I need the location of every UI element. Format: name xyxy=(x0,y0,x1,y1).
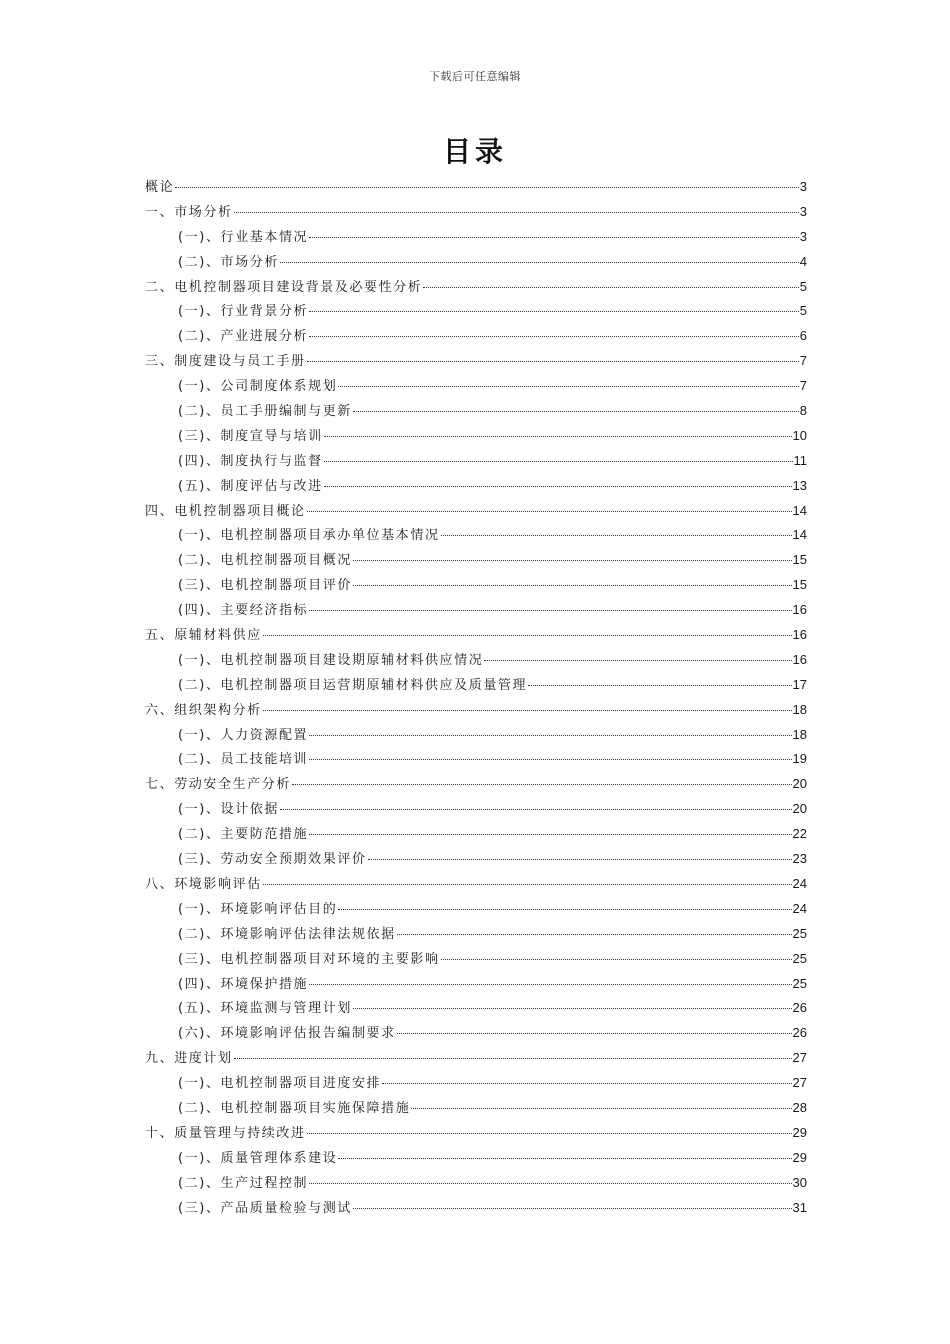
toc-entry-label: 五、原辅材料供应 xyxy=(145,628,262,644)
toc-entry[interactable] xyxy=(145,822,807,847)
toc-entry[interactable] xyxy=(145,474,807,499)
toc-entry[interactable] xyxy=(145,1171,807,1196)
toc-entry-label: 四、电机控制器项目概论 xyxy=(145,503,306,519)
toc-entry[interactable] xyxy=(145,996,807,1021)
toc-entry[interactable] xyxy=(145,897,807,922)
dot-leader xyxy=(309,310,799,312)
dot-leader xyxy=(368,858,792,860)
dot-leader xyxy=(309,734,791,736)
dot-leader xyxy=(338,1157,791,1159)
dot-leader xyxy=(353,559,792,561)
dot-leader xyxy=(353,410,799,412)
dot-leader xyxy=(484,659,791,661)
toc-entry-page-number: 7 xyxy=(799,378,807,394)
toc-entry-page-number: 25 xyxy=(792,975,807,991)
dot-leader xyxy=(263,883,792,885)
toc-entry[interactable] xyxy=(145,1046,807,1071)
dot-leader xyxy=(423,286,798,288)
toc-entry-page-number: 16 xyxy=(792,627,807,643)
toc-entry-label: (一)、质量管理体系建设 xyxy=(178,1150,338,1166)
toc-entry-label: (一)、设计依据 xyxy=(178,802,279,818)
toc-entry[interactable] xyxy=(145,747,807,772)
toc-entry-page-number: 27 xyxy=(792,1050,807,1066)
toc-entry-label: (四)、主要经济指标 xyxy=(178,603,309,619)
toc-entry-label: (二)、电机控制器项目概况 xyxy=(178,553,352,569)
toc-entry-label: 概论 xyxy=(145,180,175,195)
toc-entry-page-number: 29 xyxy=(792,1149,807,1165)
dot-leader xyxy=(338,908,791,910)
toc-entry-page-number: 26 xyxy=(792,1000,807,1016)
toc-entry-page-number: 18 xyxy=(792,726,807,742)
toc-entry-label: 六、组织架构分析 xyxy=(145,702,262,718)
dot-leader xyxy=(309,1182,791,1184)
toc-entry-page-number: 14 xyxy=(792,527,807,543)
toc-entry-label: (三)、制度宣导与培训 xyxy=(178,428,323,444)
toc-entry[interactable] xyxy=(145,275,807,300)
dot-leader xyxy=(324,485,792,487)
toc-entry[interactable] xyxy=(145,972,807,997)
toc-entry[interactable] xyxy=(145,1196,807,1221)
toc-entry[interactable] xyxy=(145,523,807,548)
toc-entry-label: (二)、员工技能培训 xyxy=(178,752,309,768)
toc-entry-page-number: 3 xyxy=(799,203,807,219)
toc-entry-label: (一)、环境影响评估目的 xyxy=(178,901,338,917)
toc-entry-page-number: 15 xyxy=(792,577,807,593)
toc-entry-page-number: 5 xyxy=(799,278,807,294)
toc-entry[interactable] xyxy=(145,1021,807,1046)
toc-entry-page-number: 6 xyxy=(799,328,807,344)
dot-leader xyxy=(324,435,792,437)
toc-entry-label: (二)、电机控制器项目实施保障措施 xyxy=(178,1100,411,1116)
toc-entry[interactable] xyxy=(145,772,807,797)
toc-entry-page-number: 23 xyxy=(792,851,807,867)
toc-entry-label: (一)、电机控制器项目建设期原辅材料供应情况 xyxy=(178,652,484,668)
dot-leader xyxy=(441,534,792,536)
toc-entry[interactable] xyxy=(145,623,807,648)
dot-leader xyxy=(411,1107,791,1109)
dot-leader xyxy=(528,684,791,686)
toc-entry[interactable] xyxy=(145,872,807,897)
toc-entry-page-number: 28 xyxy=(792,1099,807,1115)
toc-entry-label: (二)、市场分析 xyxy=(178,254,279,270)
toc-entry-page-number: 26 xyxy=(792,1025,807,1041)
toc-entry-page-number: 17 xyxy=(792,676,807,692)
toc-entry-label: 八、环境影响评估 xyxy=(145,876,262,892)
dot-leader xyxy=(353,1007,792,1009)
toc-entry-label: (五)、制度评估与改进 xyxy=(178,478,323,494)
toc-entry-page-number: 25 xyxy=(792,925,807,941)
toc-entry[interactable] xyxy=(145,225,807,250)
toc-entry-label: (三)、劳动安全预期效果评价 xyxy=(178,852,367,868)
toc-entry-label: 三、制度建设与员工手册 xyxy=(145,354,306,370)
dot-leader xyxy=(309,609,791,611)
dot-leader xyxy=(309,983,791,985)
dot-leader xyxy=(280,808,792,810)
toc-entry-page-number: 16 xyxy=(792,602,807,618)
toc-entry-label: (二)、环境影响评估法律法规依据 xyxy=(178,926,396,942)
toc-entry-page-number: 30 xyxy=(792,1174,807,1190)
dot-leader xyxy=(353,1207,792,1209)
toc-entry-page-number: 3 xyxy=(799,179,807,194)
toc-entry-label: (四)、环境保护措施 xyxy=(178,976,309,992)
toc-entry-page-number: 18 xyxy=(792,701,807,717)
toc-entry-page-number: 16 xyxy=(792,651,807,667)
dot-leader xyxy=(338,385,798,387)
toc-entry-page-number: 15 xyxy=(792,552,807,568)
toc-entry[interactable] xyxy=(145,349,807,374)
dot-leader xyxy=(309,236,799,238)
toc-entry[interactable] xyxy=(145,797,807,822)
toc-entry-label: (一)、电机控制器项目承办单位基本情况 xyxy=(178,528,440,544)
toc-entry-page-number: 19 xyxy=(792,751,807,767)
toc-entry[interactable] xyxy=(145,723,807,748)
dot-leader xyxy=(307,510,792,512)
toc-entry-page-number: 14 xyxy=(792,502,807,518)
toc-entry-page-number: 20 xyxy=(792,801,807,817)
toc-entry-page-number: 3 xyxy=(799,228,807,244)
toc-entry-label: (三)、产品质量检验与测试 xyxy=(178,1200,352,1216)
toc-entry[interactable] xyxy=(145,499,807,524)
toc-entry[interactable] xyxy=(145,1121,807,1146)
toc-entry-label: (六)、环境影响评估报告编制要求 xyxy=(178,1026,396,1042)
toc-entry-page-number: 4 xyxy=(799,253,807,269)
toc-entry-page-number: 27 xyxy=(792,1075,807,1091)
dot-leader xyxy=(309,335,799,337)
toc-entry[interactable] xyxy=(145,399,807,424)
toc-entry-label: (二)、员工手册编制与更新 xyxy=(178,404,352,420)
toc-entry-label: (二)、电机控制器项目运营期原辅材料供应及质量管理 xyxy=(178,677,528,693)
toc-title: 目录 xyxy=(442,135,507,168)
toc-entry[interactable] xyxy=(145,1146,807,1171)
dot-leader xyxy=(353,584,792,586)
toc-entry-page-number: 8 xyxy=(799,403,807,419)
toc-entry[interactable] xyxy=(145,374,807,399)
dot-leader xyxy=(397,933,792,935)
dot-leader xyxy=(309,833,791,835)
toc-entry[interactable] xyxy=(145,424,807,449)
toc-entry-page-number: 24 xyxy=(792,900,807,916)
toc-entry[interactable] xyxy=(145,548,807,573)
toc-entry-label: (五)、环境监测与管理计划 xyxy=(178,1001,352,1017)
dot-leader xyxy=(175,186,799,188)
table-of-contents xyxy=(145,175,807,1220)
toc-entry-page-number: 20 xyxy=(792,776,807,792)
dot-leader xyxy=(397,1032,792,1034)
toc-entry-label: (一)、行业基本情况 xyxy=(178,229,309,245)
toc-entry[interactable] xyxy=(145,299,807,324)
toc-entry-page-number: 29 xyxy=(792,1124,807,1140)
toc-entry-page-number: 10 xyxy=(792,427,807,443)
dot-leader xyxy=(234,211,799,213)
toc-entry[interactable] xyxy=(145,947,807,972)
toc-entry-label: (二)、主要防范措施 xyxy=(178,827,309,843)
toc-entry-label: (二)、生产过程控制 xyxy=(178,1175,309,1191)
toc-entry-page-number: 7 xyxy=(799,353,807,369)
dot-leader xyxy=(307,1132,792,1134)
dot-leader xyxy=(280,261,799,263)
toc-entry-page-number: 13 xyxy=(792,477,807,493)
dot-leader xyxy=(382,1082,791,1084)
toc-entry-page-number: 25 xyxy=(792,950,807,966)
toc-entry-page-number: 22 xyxy=(792,826,807,842)
toc-entry-label: 十、质量管理与持续改进 xyxy=(145,1125,306,1141)
page-header: 下载后可任意编辑 xyxy=(429,70,521,83)
toc-entry-page-number: 11 xyxy=(793,452,807,468)
toc-entry[interactable] xyxy=(145,200,807,225)
dot-leader xyxy=(234,1057,792,1059)
toc-entry[interactable] xyxy=(145,1071,807,1096)
dot-leader xyxy=(263,634,792,636)
toc-entry-label: (一)、公司制度体系规划 xyxy=(178,379,338,395)
toc-entry-label: 七、劳动安全生产分析 xyxy=(145,777,292,793)
toc-entry-label: (二)、产业进展分析 xyxy=(178,329,309,345)
dot-leader xyxy=(307,360,799,362)
toc-entry[interactable] xyxy=(145,922,807,947)
toc-entry-label: (三)、电机控制器项目评价 xyxy=(178,578,352,594)
dot-leader xyxy=(309,758,791,760)
toc-entry[interactable] xyxy=(145,847,807,872)
toc-entry-label: 一、市场分析 xyxy=(145,204,233,220)
toc-entry[interactable] xyxy=(145,598,807,623)
toc-entry-label: (四)、制度执行与监督 xyxy=(178,453,323,469)
toc-entry-label: 九、进度计划 xyxy=(145,1051,233,1067)
toc-entry[interactable] xyxy=(145,673,807,698)
toc-entry[interactable] xyxy=(145,573,807,598)
dot-leader xyxy=(441,958,792,960)
toc-entry[interactable] xyxy=(145,175,807,200)
toc-entry[interactable] xyxy=(145,698,807,723)
toc-entry-label: (一)、人力资源配置 xyxy=(178,727,309,743)
dot-leader xyxy=(292,783,792,785)
toc-entry[interactable] xyxy=(145,449,807,474)
toc-entry-page-number: 24 xyxy=(792,875,807,891)
toc-entry-page-number: 31 xyxy=(792,1199,807,1215)
dot-leader xyxy=(324,460,793,462)
toc-entry[interactable] xyxy=(145,250,807,275)
toc-entry[interactable] xyxy=(145,648,807,673)
toc-entry-label: 二、电机控制器项目建设背景及必要性分析 xyxy=(145,279,423,295)
toc-entry-label: (一)、电机控制器项目进度安排 xyxy=(178,1076,382,1092)
toc-entry-label: (三)、电机控制器项目对环境的主要影响 xyxy=(178,951,440,967)
toc-entry-page-number: 5 xyxy=(799,303,807,319)
dot-leader xyxy=(263,709,792,711)
toc-entry[interactable] xyxy=(145,324,807,349)
toc-entry-label: (一)、行业背景分析 xyxy=(178,304,309,320)
toc-entry[interactable] xyxy=(145,1096,807,1121)
